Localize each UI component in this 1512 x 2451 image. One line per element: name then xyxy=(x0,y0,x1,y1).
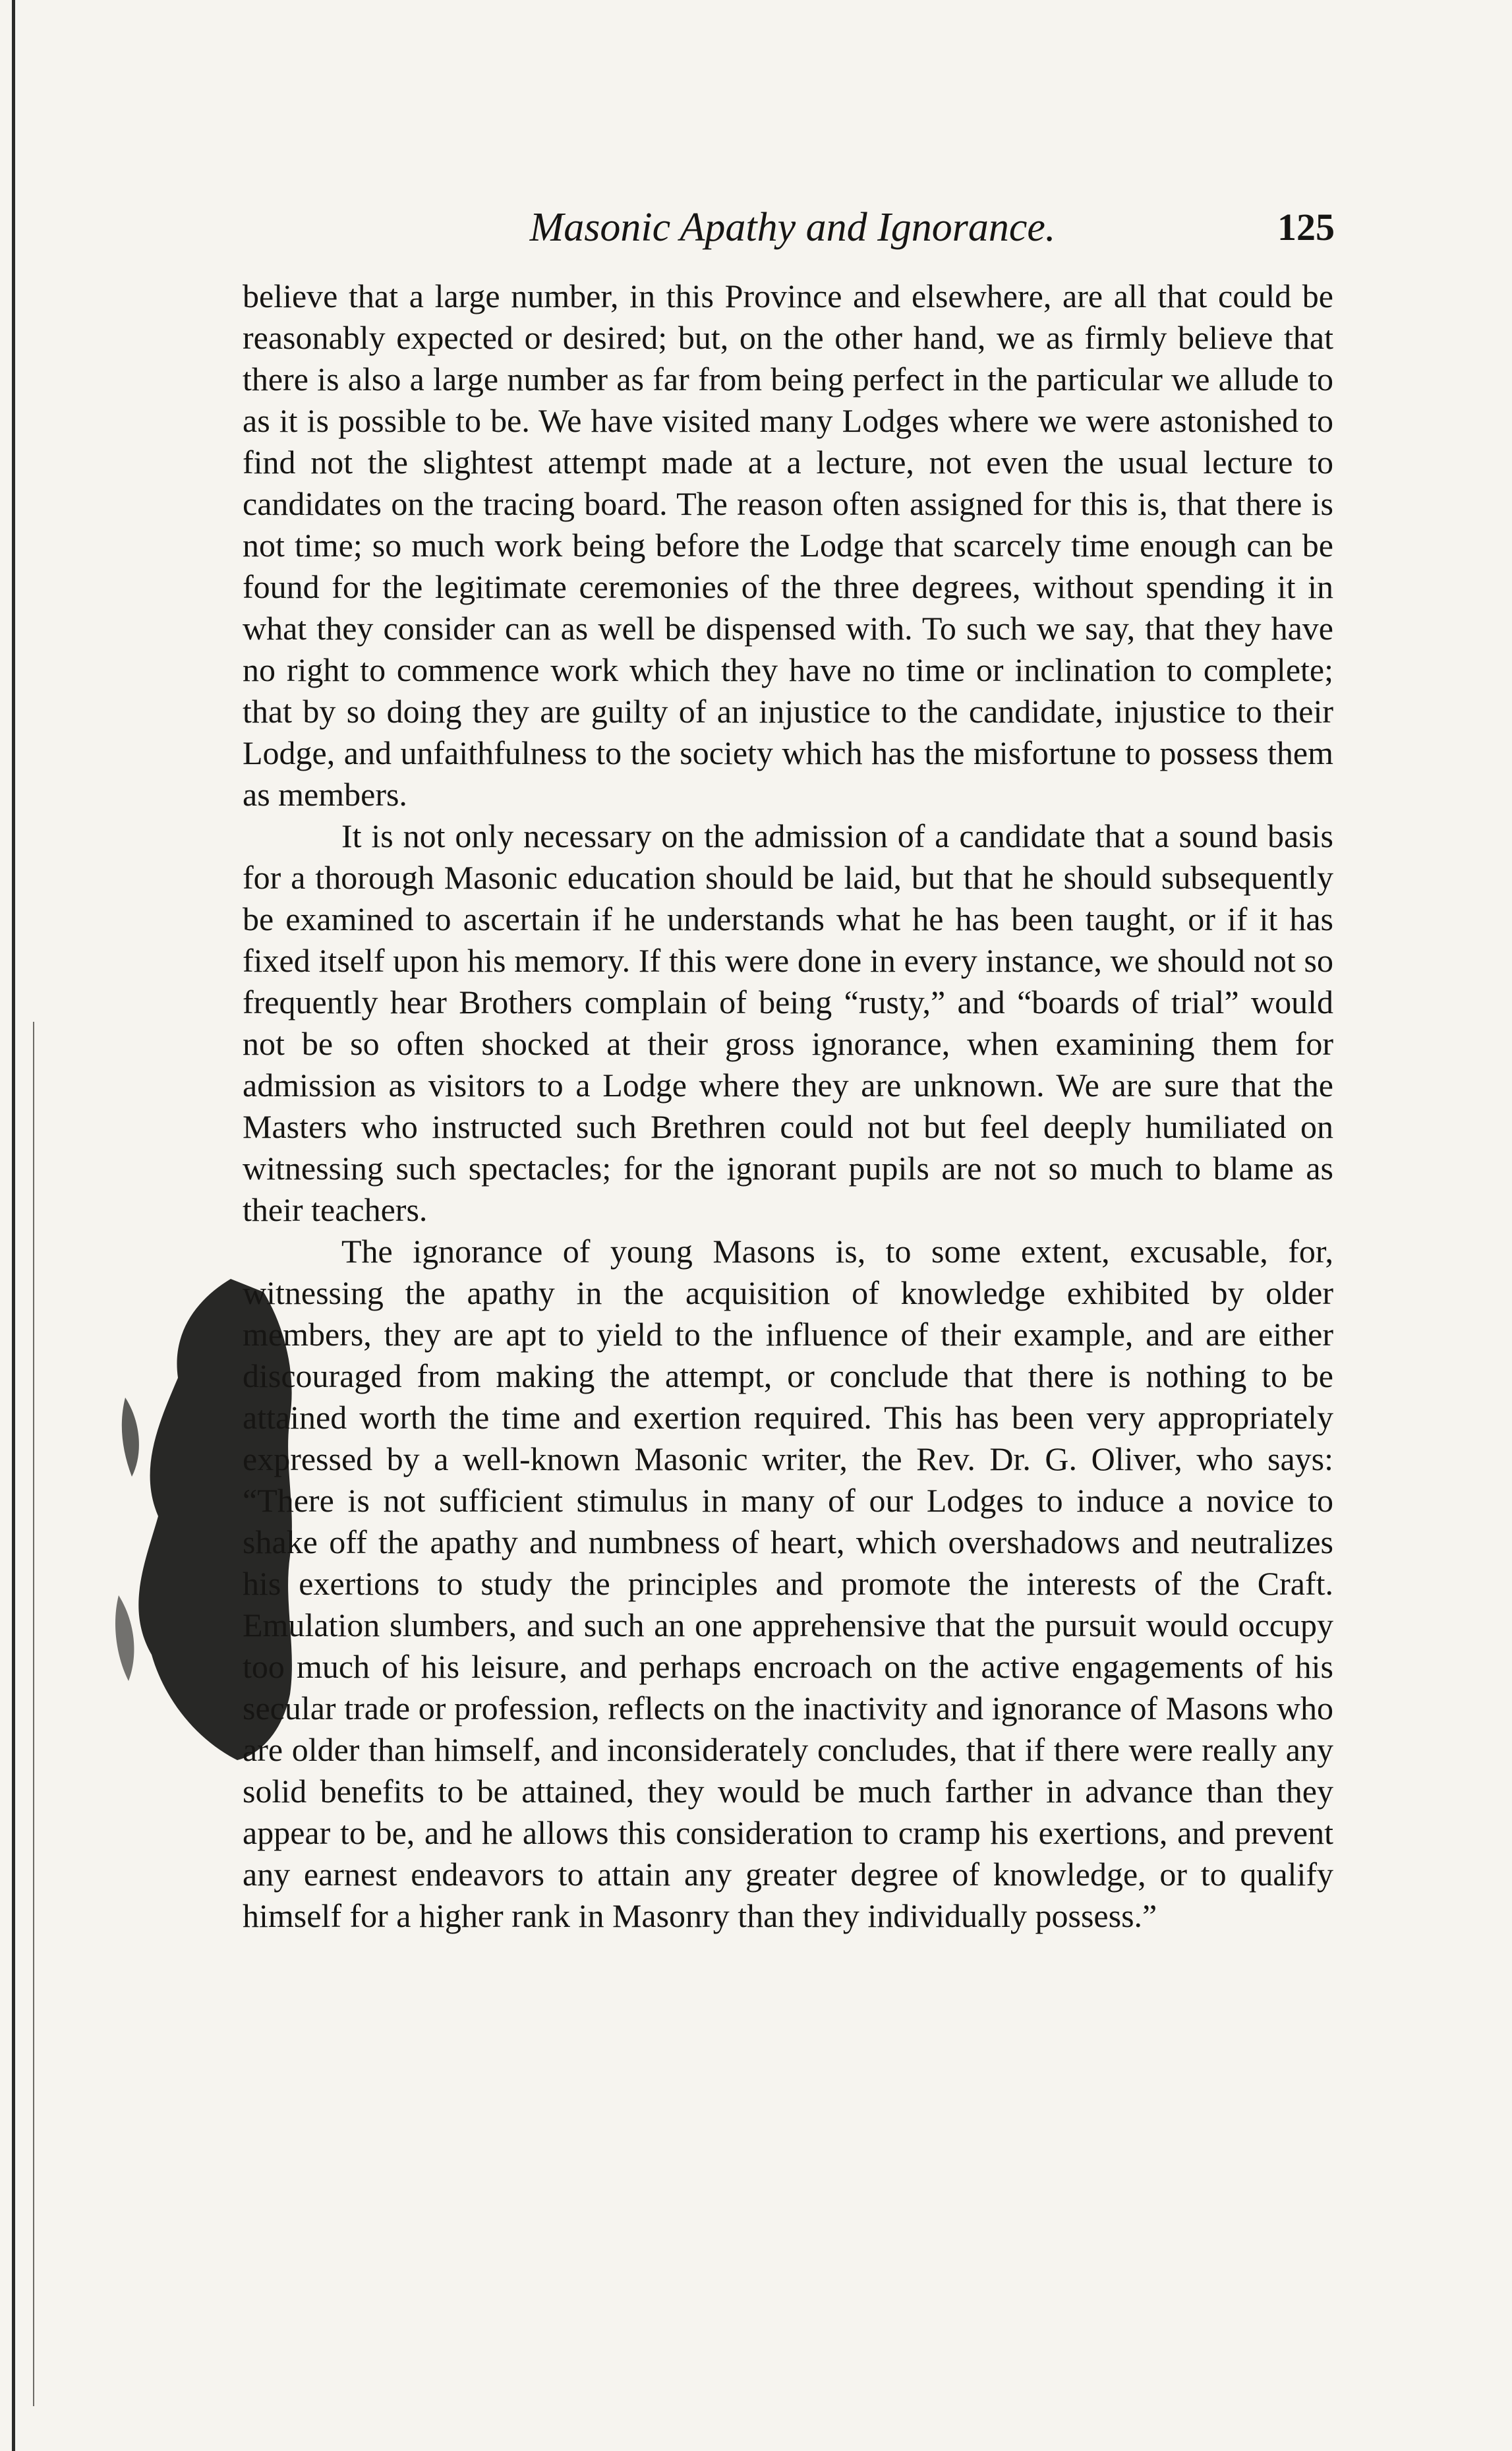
page-number: 125 xyxy=(1277,206,1335,249)
page-binding-edge xyxy=(12,0,15,2451)
page-gutter-line xyxy=(33,1022,34,2406)
body-text xyxy=(243,276,1333,1937)
running-title: Masonic Apathy and Ignorance. xyxy=(529,205,1056,250)
running-head xyxy=(250,198,1335,257)
paragraph-oliver-quote: The ignorance of young Masons is, to some extent, excusable, for, witnessing the apathy in the acquisition of knowledge exhibited by older members, they are apt to yield to the influence of their example, and are either discouraged from making the attempt, or conclude that there is nothing to be attained worth the time and exertion required. This has been very appropriately expressed by a well-known Masonic writer, the Rev. Dr. G. Oliver, who says: “There is not sufficient stimulus in many of our Lodges to induce a novice to shake off the apathy and numbness of heart, which overshadows and neutralizes his exertions to study the principles and promote the interests of the Craft. Emulation slumbers, and such an one apprehensive that the pursuit would occupy too much of his leisure, and perhaps encroach on the active engagements of his secular trade or profession, reflects on the inactivity and ignorance of Masons who are older than himself, and inconsiderately concludes, that if there were really any solid benefits to be attained, they would be much farther in advance than they appear to be, and he allows this consideration to cramp his exertions, and prevent any earnest endeavors to attain any greater degree of knowledge, or to qualify himself for a higher rank in Masonry than they individually possess.” xyxy=(243,1233,1333,1934)
paragraph-continued: believe that a large number, in this Province and elsewhere, are all that could be reasonably expected or desired; but, on the other hand, we as firmly believe that there is also a large number as far from being perfect in the particular we allude to as it is possible to be. We have visited many Lodges where we were astonished to find not the slightest attempt made at a lecture, not even the usual lecture to candidates on the tracing board. The reason often assigned for this is, that there is not time; so much work being before the Lodge that scarcely time enough can be found for the legitimate ceremonies of the three degrees, without spending it in what they consider can as well be dispensed with. To such we say, that they have no right to commence work which they have no time or inclination to complete; that by so doing they are guilty of an injustice to the candidate, injustice to their Lodge, and unfaithfulness to the society which has the misfortune to possess them as members. xyxy=(243,278,1333,813)
paragraph-examination: It is not only necessary on the admission of a candidate that a sound basis for a thorough Masonic education should be laid, but that he should subsequently be examined to ascertain if he understands what he has been taught, or if it has fixed itself upon his memory. If this were done in every instance, we should not so frequently hear Brothers complain of being “rusty,” and “boards of trial” would not be so often shocked at their gross ignorance, when examining them for admission as visitors to a Lodge where they are unknown. We are sure that the Masters who instructed such Brethren could not but feel deeply humiliated on witnessing such spectacles; for the ignorant pupils are not so much to blame as their teachers. xyxy=(243,817,1333,1228)
